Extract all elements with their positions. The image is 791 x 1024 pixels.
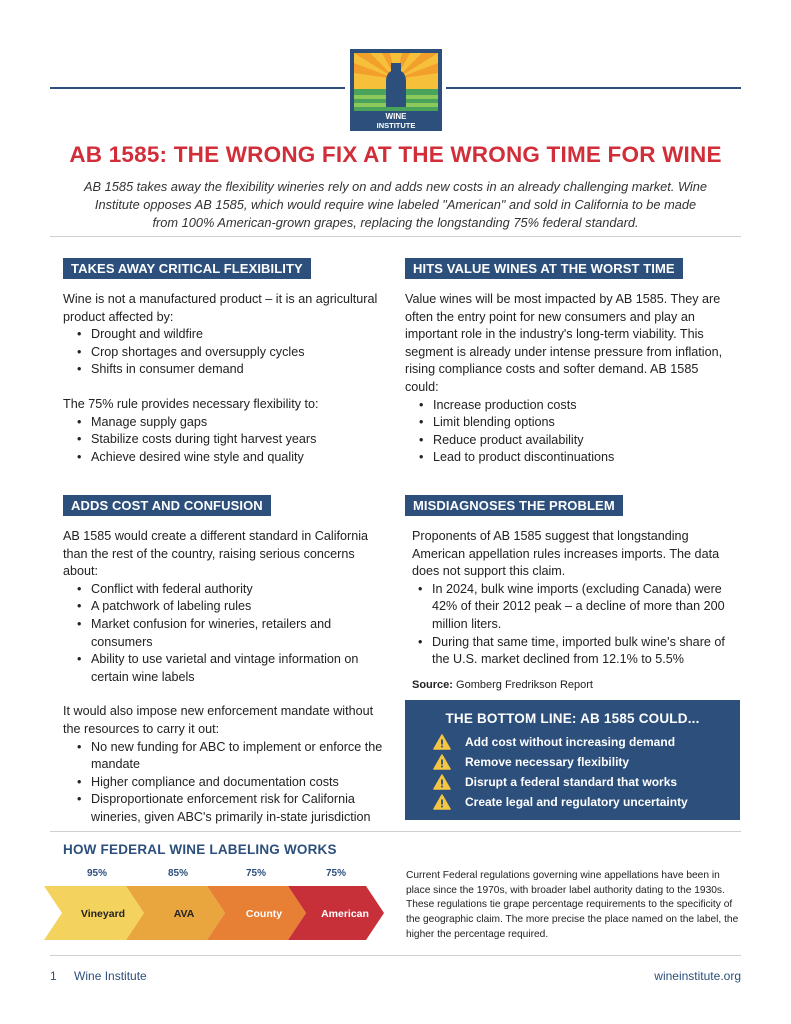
source-label: Source:: [412, 679, 453, 691]
footer-divider: [50, 955, 741, 956]
list-item: • Lead to product discontinuations: [419, 449, 723, 467]
logo-text-institute: INSTITUTE: [376, 121, 416, 130]
bottom-line-item: [433, 773, 677, 790]
cost-intro-text: AB 1585 would create a different standard in California than the rest of the country, raising serious concerns about:: [63, 529, 369, 579]
flexibility-list-2: [77, 414, 383, 467]
section-heading-flexibility: TAKES AWAY CRITICAL FLEXIBILITY: [63, 258, 311, 279]
list-item: • Drought and wildfire: [77, 326, 383, 344]
header-rule-left: [50, 87, 345, 89]
flexibility-intro-text: Wine is not a manufactured product – it is an agricultural product affected by:: [63, 292, 378, 324]
section-body-misdiagnoses: [412, 528, 727, 669]
section-divider: [50, 831, 741, 832]
bottom-line-item-text: Disrupt a federal standard that works: [465, 774, 678, 789]
source-citation: [412, 679, 593, 691]
bottom-line-item-text: Remove necessary flexibility: [465, 754, 630, 769]
header-rule-right: [446, 87, 741, 89]
source-text: Gomberg Fredrikson Report: [456, 679, 593, 691]
page-number: 1: [50, 969, 57, 983]
bottom-line-box: [405, 700, 740, 820]
labeling-section-title: HOW FEDERAL WINE LABELING WORKS: [63, 842, 337, 857]
intro-paragraph: AB 1585 takes away the flexibility wineries rely on and adds new costs in an already challenging market. Wine Institute opposes AB 1585, which would require wine labeled "American" and sold in California to be made from 100% American-grown grapes, replacing the longstanding 75% federal standard.: [84, 179, 707, 230]
section-heading-misdiagnoses: MISDIAGNOSES THE PROBLEM: [405, 495, 623, 516]
cost-list-2: [77, 739, 383, 827]
tier-percent-county: 75%: [245, 868, 266, 879]
intro-divider: [50, 236, 741, 237]
footer-website-link[interactable]: wineinstitute.org: [654, 969, 741, 983]
list-item: • Achieve desired wine style and quality: [77, 449, 383, 467]
chevron-label-american: American: [321, 908, 369, 920]
misdiagnoses-text: Proponents of AB 1585 suggest that longstanding American appellation rules increases imports. The data does not support this claim.: [412, 529, 720, 579]
list-item: • Limit blending options: [419, 414, 723, 432]
section-heading-cost: ADDS COST AND CONFUSION: [63, 495, 271, 516]
warning-icon: [433, 734, 451, 750]
flexibility-list-1: [77, 326, 383, 379]
list-item: • Ability to use varietal and vintage information on certain wine labels: [77, 651, 383, 686]
labeling-description: Current Federal regulations governing wine appellations have been in place since the 1970s, with broader label authority dating to the 1930s. These regulations tie grape percentage requirements to the specificity of the geographic claim. The more precise the place named on the label, the higher the percentage required.: [406, 870, 739, 940]
logo-text-wine: WINE: [385, 112, 407, 121]
section-body-flexibility: [63, 291, 383, 466]
warning-icon: [433, 774, 451, 790]
warning-icon: [433, 794, 451, 810]
list-item: • Market confusion for wineries, retailers and consumers: [77, 616, 383, 651]
list-item: • Stabilize costs during tight harvest years: [77, 431, 383, 449]
list-item: • A patchwork of labeling rules: [77, 598, 383, 616]
tier-percent-ava: 85%: [167, 868, 188, 879]
chevron-label-vineyard: Vineyard: [80, 908, 126, 920]
value-wines-list: [419, 397, 723, 467]
list-item: • Higher compliance and documentation costs: [77, 774, 383, 792]
footer-left: [50, 969, 147, 983]
warning-icon: [433, 754, 451, 770]
tier-percent-vineyard: 95%: [86, 868, 107, 879]
list-item: • In 2024, bulk wine imports (excluding Canada) were 42% of their 2012 peak – a decline of more than 200 million liters.: [418, 581, 727, 634]
bottom-line-item: [433, 733, 675, 750]
cost-enforcement-text: It would also impose new enforcement mandate without the resources to carry it out:: [63, 704, 374, 736]
flexibility-rule-text: The 75% rule provides necessary flexibility to:: [63, 396, 319, 411]
tier-percent-american: 75%: [325, 868, 346, 879]
page-title: AB 1585: THE WRONG FIX AT THE WRONG TIME FOR WINE: [69, 142, 722, 167]
section-heading-value-wines: HITS VALUE WINES AT THE WORST TIME: [405, 258, 683, 279]
bottom-line-title: THE BOTTOM LINE: AB 1585 COULD...: [445, 711, 700, 726]
bottom-line-item: [433, 793, 688, 810]
list-item: • Reduce product availability: [419, 432, 723, 450]
section-body-value-wines: [405, 291, 723, 467]
cost-list-1: [77, 581, 383, 687]
list-item: • Conflict with federal authority: [77, 581, 383, 599]
value-wines-text: Value wines will be most impacted by AB 1585. They are often the entry point for new consumers and play an important role in the industry's long-term viability. This segment is already under intense pressure from inflation, rising compliance costs and softer demand. AB 1585 could:: [405, 292, 723, 394]
chevron-label-ava: AVA: [173, 908, 195, 920]
list-item: • Shifts in consumer demand: [77, 361, 383, 379]
misdiagnoses-list: [418, 581, 727, 669]
list-item: • Crop shortages and oversupply cycles: [77, 344, 383, 362]
list-item: • Disproportionate enforcement risk for California wineries, given ABC's primarily in-state jurisdiction: [77, 791, 383, 826]
list-item: • Manage supply gaps: [77, 414, 383, 432]
list-item: • No new funding for ABC to implement or enforce the mandate: [77, 739, 383, 774]
bottom-line-item: [433, 753, 629, 770]
list-item: • During that same time, imported bulk wine's share of the U.S. market declined from 12.1% to 5.5%: [418, 634, 727, 669]
section-body-cost: [63, 528, 383, 827]
labeling-tier-chevrons: [44, 886, 384, 940]
bottom-line-item-text: Add cost without increasing demand: [465, 734, 676, 749]
list-item: • Increase production costs: [419, 397, 723, 415]
wine-institute-logo: [350, 49, 442, 131]
bottom-line-item-text: Create legal and regulatory uncertainty: [465, 794, 688, 809]
chevron-label-county: County: [245, 908, 283, 920]
footer-org-name: Wine Institute: [74, 969, 147, 983]
